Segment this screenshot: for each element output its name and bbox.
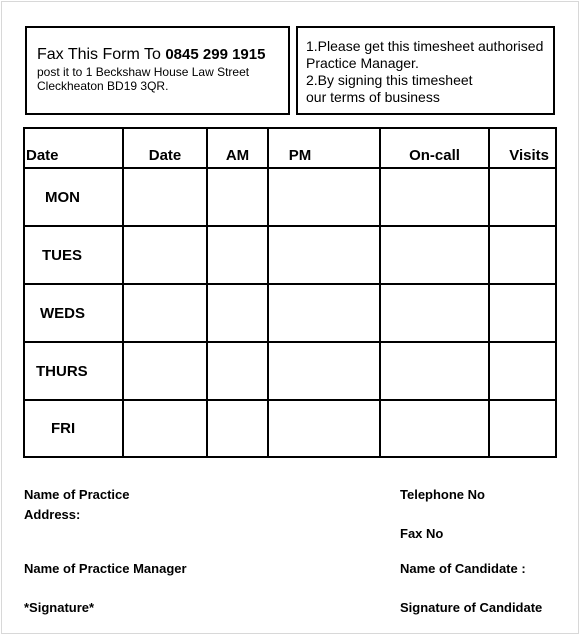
day-label-weds: WEDS	[40, 304, 85, 322]
candidate-signature-label: Signature of Candidate	[400, 600, 543, 615]
grid-line	[488, 127, 490, 458]
header-on-call: On-call	[409, 147, 460, 164]
instructions-box	[296, 26, 555, 115]
practice-manager-label: Name of Practice Manager	[24, 561, 187, 576]
header-date: Date	[148, 147, 182, 164]
header-am: AM	[225, 147, 250, 164]
fax-number: 0845 299 1915	[165, 46, 266, 63]
instruction-line: Practice Manager.	[306, 55, 419, 71]
fax-title-prefix: Fax This Form To	[37, 46, 161, 63]
grid-line	[267, 127, 269, 458]
header-date-day: Date	[26, 147, 59, 164]
day-label-tues: TUES	[42, 246, 83, 264]
instruction-line: 2.By signing this timesheet	[306, 72, 473, 88]
grid-line	[379, 127, 381, 458]
timesheet-table	[23, 127, 557, 458]
name-of-practice-label: Name of Practice	[24, 487, 130, 502]
fax-no-label: Fax No	[400, 526, 444, 541]
fax-title	[37, 45, 288, 65]
header-visits: Visits	[509, 147, 549, 164]
fax-info-box	[25, 26, 290, 115]
grid-line	[555, 127, 557, 458]
fax-address-line-2: Cleckheaton BD19 3QR.	[37, 79, 169, 93]
fax-address-line-1: post it to 1 Beckshaw House Law Street	[37, 65, 250, 79]
header-pm: PM	[288, 147, 312, 164]
telephone-label: Telephone No	[400, 487, 485, 502]
grid-line	[23, 456, 557, 458]
day-label-fri: FRI	[51, 420, 76, 437]
instruction-line: our terms of business	[306, 89, 440, 105]
address-label: Address:	[24, 507, 81, 522]
grid-line	[206, 127, 208, 458]
instruction-line: 1.Please get this timesheet authorised	[306, 38, 544, 54]
day-label-mon: MON	[45, 188, 80, 206]
candidate-name-label: Name of Candidate :	[400, 561, 526, 576]
signature-label: *Signature*	[24, 600, 95, 615]
day-label-thurs: THURS	[36, 362, 88, 380]
